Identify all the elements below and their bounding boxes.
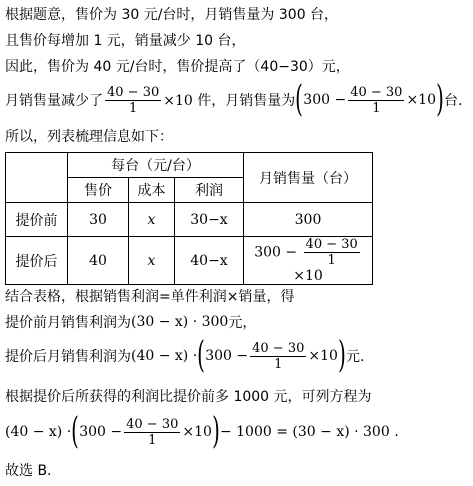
line-6: 结合表格，根据销售利润=单件利润×销量，得 — [5, 289, 295, 305]
fraction-numerator: 40 − 30 — [252, 340, 305, 356]
table-sub-header-cost: 成本 — [129, 178, 175, 203]
line-4 — [5, 79, 463, 120]
sales-expression-a: 300 − — [254, 244, 298, 261]
fraction-4 — [250, 341, 306, 372]
line-7 — [5, 312, 256, 332]
line-10-text-c: ×10 — [182, 424, 212, 440]
left-paren: ( — [197, 335, 206, 376]
table-sales-header: 月销售量（台） — [244, 153, 373, 203]
line-10-text-b: 300 − — [79, 424, 123, 440]
left-paren: ( — [295, 79, 304, 120]
table-group-header: 每台（元/台） — [68, 153, 244, 178]
fraction-2 — [348, 85, 404, 116]
table-row-label: 提价后 — [6, 237, 68, 285]
right-paren: ) — [338, 335, 346, 376]
table-cell-sales-expression — [244, 237, 373, 285]
fraction-denominator: 1 — [128, 100, 138, 116]
right-paren: ) — [212, 411, 220, 452]
line-3: 因此，售价为 40 元/台时，售价提高了（40−30）元， — [5, 59, 350, 75]
line-8-text-b: (40 − x) · — [131, 348, 198, 364]
fraction-denominator: 1 — [372, 100, 381, 116]
line-4-text-e: 台. — [444, 93, 463, 109]
table-cell-price: 30 — [68, 203, 129, 237]
line-8 — [5, 335, 365, 376]
sales-expression-b: ×10 — [293, 268, 323, 284]
line-1: 根据题意，售价为 30 元/台时，月销售量为 300 台， — [5, 7, 339, 23]
table-cell-price: 40 — [68, 237, 129, 285]
fraction-denominator: 1 — [274, 356, 283, 372]
line-7-text-a: 提价前月销售利润为 — [5, 315, 131, 331]
line-11: 故选 B. — [5, 463, 52, 479]
info-table — [5, 152, 373, 285]
table-cell-sales: 300 — [244, 203, 373, 237]
line-8-text-a: 提价后月销售利润为 — [5, 349, 131, 365]
fraction-1 — [105, 85, 161, 116]
line-8-text-d: ×10 — [308, 348, 338, 364]
line-4-text-a: 月销售量减少了 — [5, 93, 103, 109]
table-cell-profit: 30−x — [175, 203, 244, 237]
fraction-numerator: 40 − 30 — [107, 84, 160, 100]
fraction-numerator: 40 − 30 — [350, 84, 403, 100]
table-cell-profit: 40−x — [175, 237, 244, 285]
line-4-text-d: ×10 — [406, 92, 436, 108]
fraction-5 — [124, 417, 180, 448]
line-4-text-b: ×10 件，月销售量为 — [163, 93, 296, 109]
line-9: 根据提价后所获得的利润比提价前多 1000 元，可列方程为 — [5, 389, 372, 405]
line-2: 且售价每增加 1 元，销量减少 10 台， — [5, 33, 246, 49]
table-corner-cell — [6, 153, 68, 203]
table-row-label: 提价前 — [6, 203, 68, 237]
table-row — [6, 237, 373, 285]
line-4-text-c: 300 − — [303, 92, 347, 108]
line-10-text-d: − 1000 = (30 − x) · 300 . — [219, 424, 399, 440]
line-7-text-c: 元， — [228, 315, 257, 331]
line-8-text-c: 300 − — [205, 348, 249, 364]
fraction-numerator: 40 − 30 — [305, 237, 358, 252]
line-5: 所以，列表梳理信息如下： — [5, 129, 173, 145]
table-cell-cost: x — [129, 237, 175, 285]
fraction-3 — [304, 237, 360, 268]
line-10-text-a: (40 − x) · — [5, 424, 72, 440]
fraction-denominator: 1 — [148, 432, 157, 448]
table-sub-header-profit: 利润 — [175, 178, 244, 203]
line-10 — [5, 411, 399, 452]
right-paren: ) — [436, 79, 444, 120]
line-7-expression: (30 − x) · 300 — [131, 314, 229, 330]
table-row — [6, 203, 373, 237]
fraction-numerator: 40 − 30 — [126, 416, 179, 432]
line-8-text-e: 元. — [345, 349, 365, 365]
fraction-denominator: 1 — [327, 253, 336, 268]
table-cell-cost: x — [129, 203, 175, 237]
left-paren: ( — [71, 411, 80, 452]
table-sub-header-price: 售价 — [68, 178, 129, 203]
